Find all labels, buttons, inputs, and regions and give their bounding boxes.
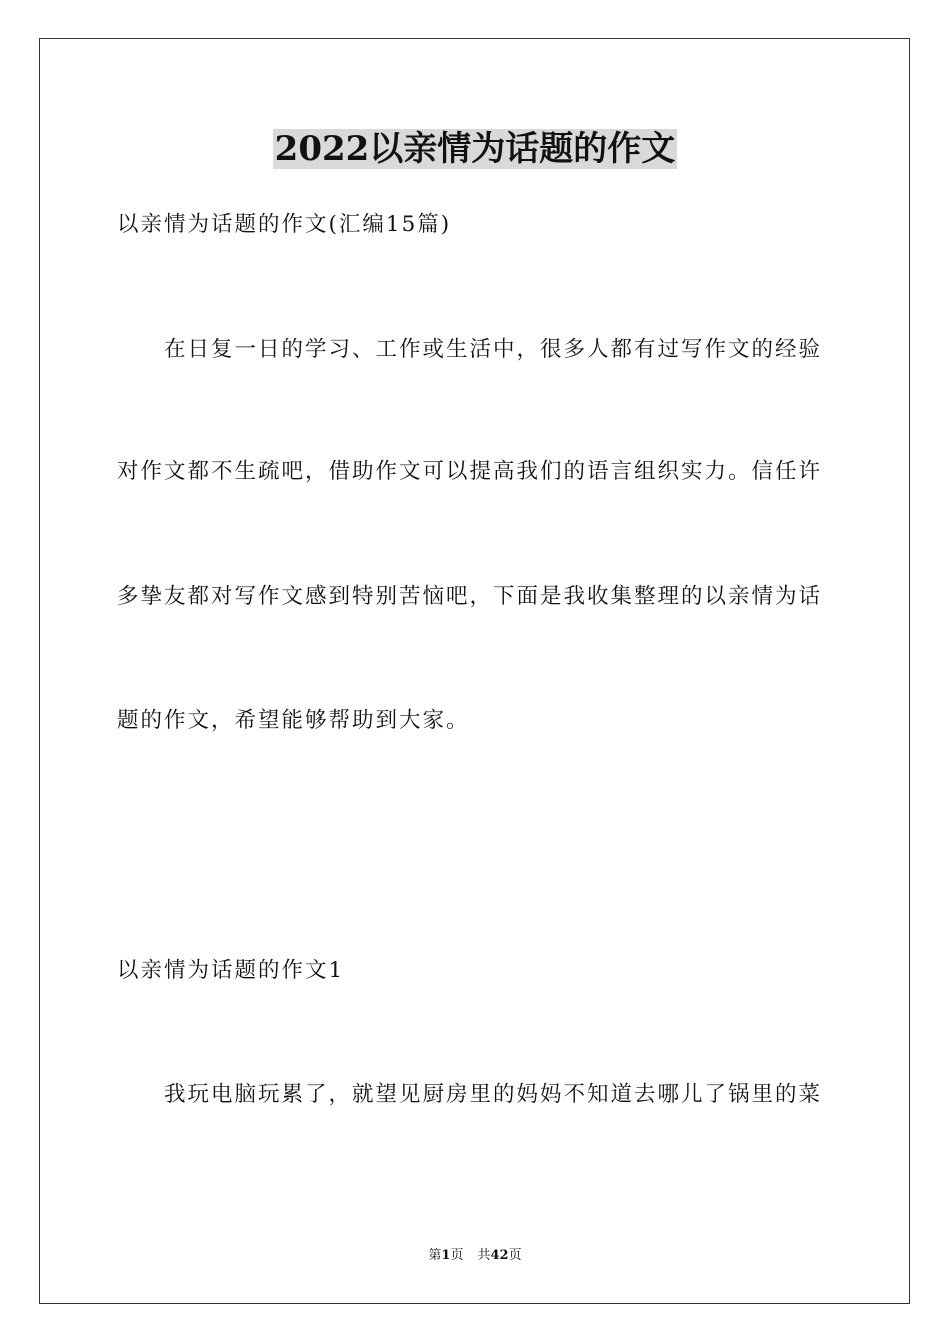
section-heading: 以亲情为话题的作文1	[117, 958, 345, 983]
footer-page-prefix: 第	[428, 1248, 442, 1263]
document-subtitle: 以亲情为话题的作文(汇编15篇)	[117, 212, 452, 237]
footer-page-suffix: 页	[450, 1248, 464, 1263]
intro-line-4: 题的作文，希望能够帮助到大家。	[117, 708, 470, 733]
intro-line-2: 对作文都不生疏吧，借助作文可以提高我们的语言组织实力。信任许	[117, 459, 823, 484]
intro-line-3: 多挚友都对写作文感到特别苦恼吧，下面是我收集整理的以亲情为话	[117, 584, 823, 609]
document-title	[0, 127, 950, 171]
footer-page-total: 42	[490, 1248, 509, 1263]
document-title-text: 2022以亲情为话题的作文	[274, 129, 676, 169]
intro-line-1: 在日复一日的学习、工作或生活中，很多人都有过写作文的经验	[164, 337, 823, 362]
page-footer	[0, 1247, 950, 1265]
footer-total-suffix: 页	[508, 1248, 522, 1263]
footer-total-prefix: 共	[477, 1248, 491, 1263]
section-first-line: 我玩电脑玩累了，就望见厨房里的妈妈不知道去哪儿了锅里的菜	[164, 1082, 823, 1107]
footer-page-current: 1	[441, 1248, 451, 1263]
